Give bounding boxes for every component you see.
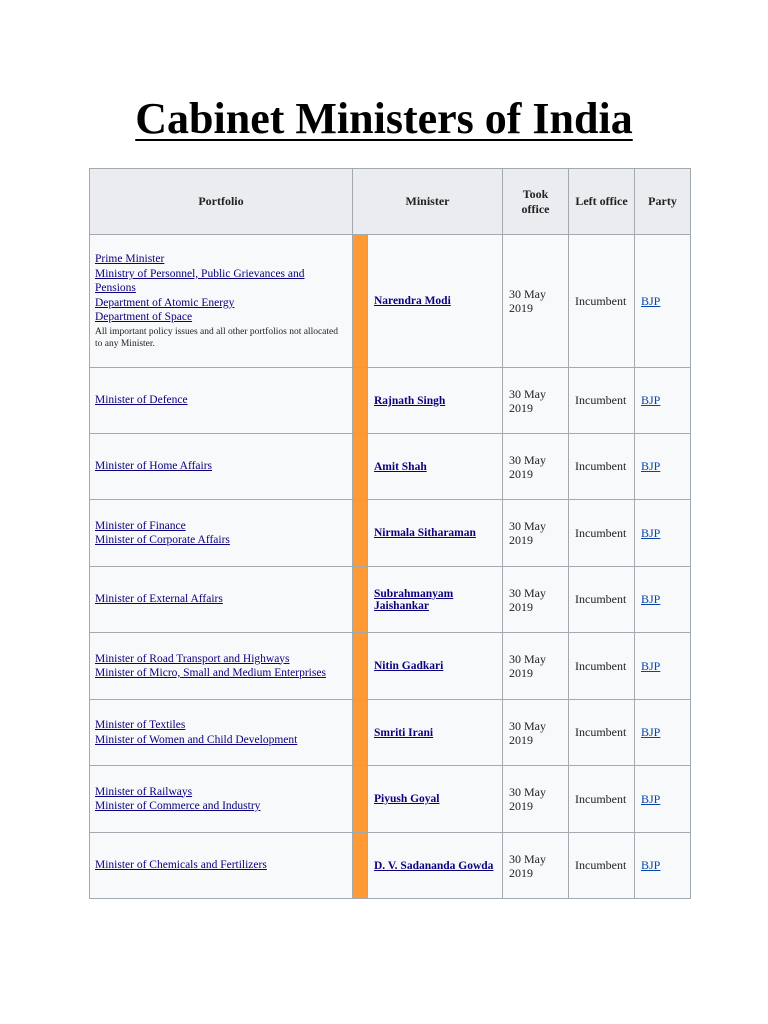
party-link[interactable]: BJP (641, 459, 661, 473)
table-row (90, 500, 691, 567)
portfolio-cell (90, 235, 353, 368)
took-office-cell: 30 May 2019 (503, 766, 569, 833)
minister-link[interactable]: Narendra Modi (374, 295, 451, 307)
table-row (90, 700, 691, 766)
header-minister: Minister (353, 169, 503, 235)
party-color-bar (353, 766, 368, 833)
table-row (90, 434, 691, 500)
minister-cell (368, 368, 503, 434)
party-cell (635, 368, 691, 434)
portfolio-link[interactable]: Minister of Textiles (95, 719, 186, 731)
header-portfolio: Portfolio (90, 169, 353, 235)
took-office-cell: 30 May 2019 (503, 633, 569, 700)
portfolio-link[interactable]: Minister of Defence (95, 394, 188, 407)
party-cell (635, 500, 691, 567)
left-office-cell: Incumbent (569, 766, 635, 833)
left-office-cell: Incumbent (569, 633, 635, 700)
header-took-office: Took office (503, 169, 569, 235)
party-cell (635, 633, 691, 700)
minister-link[interactable]: D. V. Sadananda Gowda (374, 859, 494, 872)
minister-cell (368, 833, 503, 899)
party-color-bar (353, 700, 368, 766)
took-office-cell: 30 May 2019 (503, 833, 569, 899)
portfolio-link[interactable]: Minister of Home Affairs (95, 460, 213, 473)
party-color-bar (353, 633, 368, 700)
table-row (90, 368, 691, 434)
portfolio-cell (90, 700, 353, 766)
party-cell (635, 235, 691, 368)
party-link[interactable]: BJP (641, 725, 661, 739)
party-cell (635, 833, 691, 899)
party-cell (635, 434, 691, 500)
portfolio-link[interactable]: Prime Minister (95, 253, 165, 266)
party-cell (635, 567, 691, 633)
party-link[interactable]: BJP (641, 658, 661, 673)
minister-cell (368, 567, 503, 633)
minister-cell (368, 633, 503, 700)
portfolio-link[interactable]: Ministry of Personnel, Public Grievances and Pensions (95, 267, 305, 295)
minister-link[interactable]: Subrahmanyam Jaishankar (374, 587, 454, 612)
minister-cell (368, 766, 503, 833)
minister-link[interactable]: Smriti Irani (374, 726, 434, 739)
left-office-cell: Incumbent (569, 700, 635, 766)
portfolio-cell (90, 833, 353, 899)
left-office-cell: Incumbent (569, 368, 635, 434)
portfolio-link[interactable]: Minister of Corporate Affairs (95, 534, 230, 546)
portfolio-link[interactable]: Minister of Micro, Small and Medium Enterprises (95, 667, 326, 679)
portfolio-link[interactable]: Department of Atomic Energy (95, 296, 235, 309)
party-color-bar (353, 368, 368, 434)
took-office-cell: 30 May 2019 (503, 434, 569, 500)
minister-link[interactable]: Nitin Gadkari (374, 660, 444, 672)
party-color-bar (353, 434, 368, 500)
table-header-row (90, 169, 691, 235)
party-link[interactable]: BJP (641, 393, 661, 407)
party-link[interactable]: BJP (641, 293, 661, 308)
portfolio-cell (90, 567, 353, 633)
portfolio-link[interactable]: Minister of Finance (95, 519, 186, 532)
table-row (90, 833, 691, 899)
table-row (90, 633, 691, 700)
party-cell (635, 700, 691, 766)
minister-cell (368, 235, 503, 368)
took-office-cell: 30 May 2019 (503, 368, 569, 434)
portfolio-link[interactable]: Minister of Commerce and Industry (95, 800, 261, 812)
cabinet-ministers-table (89, 168, 691, 899)
left-office-cell: Incumbent (569, 833, 635, 899)
party-link[interactable]: BJP (641, 858, 661, 872)
party-color-bar (353, 567, 368, 633)
party-color-bar (353, 235, 368, 368)
took-office-cell: 30 May 2019 (503, 700, 569, 766)
party-link[interactable]: BJP (641, 525, 661, 540)
header-left-office: Left office (569, 169, 635, 235)
took-office-cell: 30 May 2019 (503, 500, 569, 567)
header-party: Party (635, 169, 691, 235)
portfolio-cell (90, 766, 353, 833)
portfolio-link[interactable]: Minister of Road Transport and Highways (95, 652, 290, 665)
party-color-bar (353, 833, 368, 899)
minister-link[interactable]: Rajnath Singh (374, 394, 446, 407)
portfolio-link[interactable]: Department of Space (95, 311, 193, 324)
portfolio-link[interactable]: Minister of Railways (95, 785, 193, 798)
portfolio-link[interactable]: Minister of Women and Child Development (95, 733, 298, 746)
left-office-cell: Incumbent (569, 434, 635, 500)
portfolio-cell (90, 368, 353, 434)
portfolio-link[interactable]: Minister of External Affairs (95, 593, 223, 606)
party-link[interactable]: BJP (641, 791, 661, 806)
left-office-cell: Incumbent (569, 235, 635, 368)
minister-cell (368, 434, 503, 500)
took-office-cell: 30 May 2019 (503, 235, 569, 368)
table-row (90, 766, 691, 833)
minister-cell (368, 500, 503, 567)
table-row (90, 235, 691, 368)
party-link[interactable]: BJP (641, 592, 661, 606)
minister-link[interactable]: Piyush Goyal (374, 793, 440, 805)
portfolio-cell (90, 434, 353, 500)
minister-cell (368, 700, 503, 766)
minister-link[interactable]: Nirmala Sitharaman (374, 527, 476, 539)
portfolio-note: All important policy issues and all other portfolios not allocated to any Minister. (95, 326, 338, 349)
left-office-cell: Incumbent (569, 500, 635, 567)
table-row (90, 567, 691, 633)
page-title: Cabinet Ministers of India (135, 94, 633, 143)
minister-link[interactable]: Amit Shah (374, 460, 427, 473)
portfolio-cell (90, 500, 353, 567)
took-office-cell: 30 May 2019 (503, 567, 569, 633)
party-color-bar (353, 500, 368, 567)
party-cell (635, 766, 691, 833)
left-office-cell: Incumbent (569, 567, 635, 633)
portfolio-cell (90, 633, 353, 700)
portfolio-link[interactable]: Minister of Chemicals and Fertilizers (95, 859, 267, 872)
